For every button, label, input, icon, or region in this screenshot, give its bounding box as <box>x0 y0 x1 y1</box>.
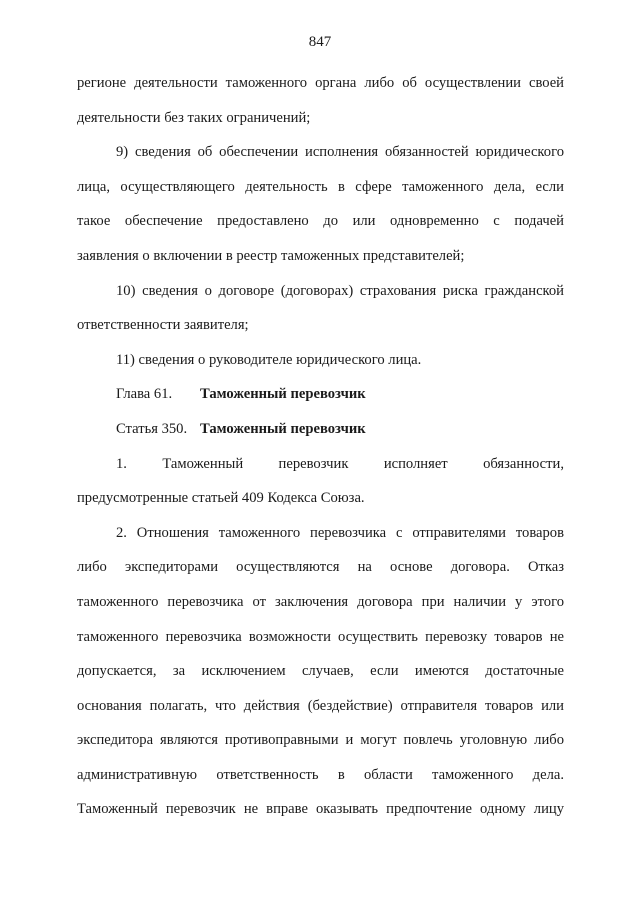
text-line: основания полагать, что действия (бездействие) отправителя товаров или <box>77 697 564 714</box>
page-number: 847 <box>308 34 332 50</box>
text-line: такое обеспечение предоставлено до или одновременно с подачей <box>77 213 564 230</box>
chapter-label: Глава 61. <box>116 386 173 403</box>
text-line: ответственности заявителя; <box>77 317 249 334</box>
text-line: 9) сведения об обеспечении исполнения обязанностей юридического <box>116 144 564 161</box>
article-heading <box>77 412 564 447</box>
chapter-title: Таможенный перевозчик <box>200 386 366 403</box>
text-line: таможенного перевозчика от заключения договора при наличии у этого <box>77 593 564 610</box>
text-line: деятельности без таких ограничений; <box>77 109 311 126</box>
text-line: предусмотренные статьей 409 Кодекса Союза. <box>77 490 365 507</box>
text-line: 2. Отношения таможенного перевозчика с отправителями товаров <box>116 524 564 541</box>
page-content <box>77 66 564 827</box>
text-line: административную ответственность в области таможенного дела. <box>77 766 564 783</box>
article-title: Таможенный перевозчик <box>200 420 366 437</box>
text-line: 11) сведения о руководителе юридического лица. <box>116 351 422 368</box>
text-line: 1. Таможенный перевозчик исполняет обязанности, <box>116 455 564 472</box>
text-line: либо экспедиторами осуществляются на основе договора. Отказ <box>77 559 564 576</box>
text-line: регионе деятельности таможенного органа либо об осуществлении своей <box>77 75 564 91</box>
text-line: 10) сведения о договоре (договорах) страхования риска гражданской <box>116 282 564 299</box>
text-line: Таможенный перевозчик не вправе оказывать предпочтение одному лицу <box>77 801 564 818</box>
text-line: лица, осуществляющего деятельность в сфере таможенного дела, если <box>77 178 564 195</box>
article-label: Статья 350. <box>116 420 188 437</box>
text-line: таможенного перевозчика возможности осуществить перевозку товаров не <box>77 628 564 645</box>
text-line: заявления о включении в реестр таможенных представителей; <box>77 247 465 264</box>
text-line: экспедитора являются противоправными и могут повлечь уголовную либо <box>77 732 564 749</box>
text-line: допускается, за исключением случаев, если имеются достаточные <box>77 663 564 680</box>
chapter-heading <box>77 377 564 412</box>
